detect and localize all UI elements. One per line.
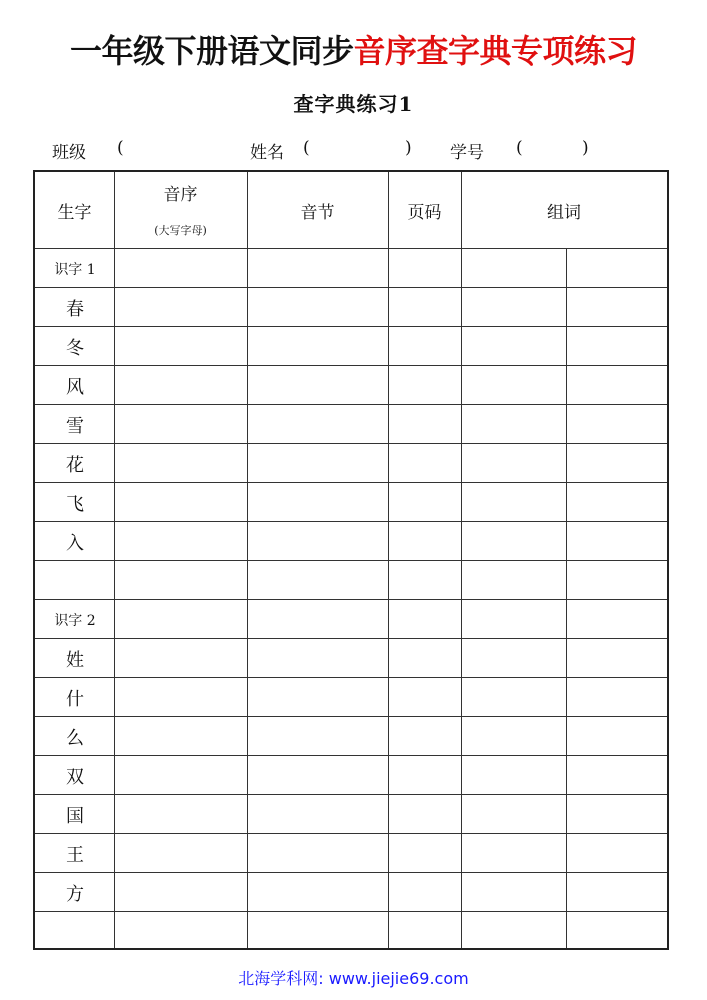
page-cell[interactable] <box>388 404 461 443</box>
char-label: 冬 <box>66 338 84 359</box>
header-order: 音序 <box>163 185 198 205</box>
order-cell[interactable] <box>114 404 247 443</box>
header-order-note: (大写字母) <box>154 224 207 237</box>
word-cell-2[interactable] <box>566 521 667 560</box>
word-cell-2[interactable] <box>566 404 667 443</box>
page-cell[interactable] <box>388 599 461 638</box>
name-paren-close: ) <box>405 138 412 158</box>
page-cell[interactable] <box>388 833 461 872</box>
page-cell[interactable] <box>388 677 461 716</box>
page-cell[interactable] <box>388 794 461 833</box>
order-cell[interactable] <box>114 326 247 365</box>
word-cell-2[interactable] <box>566 287 667 326</box>
page-cell[interactable] <box>388 287 461 326</box>
order-cell[interactable] <box>114 599 247 638</box>
word-cell-2[interactable] <box>566 443 667 482</box>
sub-title: 查字典练习1 <box>293 92 414 116</box>
syllable-cell[interactable] <box>247 716 388 755</box>
word-cell-2[interactable] <box>566 599 667 638</box>
syllable-cell[interactable] <box>247 560 388 599</box>
header-syllable: 音节 <box>300 203 335 223</box>
word-cell-2[interactable] <box>566 716 667 755</box>
char-label: 方 <box>66 884 84 905</box>
word-cell-1[interactable] <box>461 755 566 794</box>
word-cell-1[interactable] <box>461 833 566 872</box>
word-cell-2[interactable] <box>566 833 667 872</box>
char-label: 双 <box>66 767 84 788</box>
order-cell[interactable] <box>114 443 247 482</box>
syllable-cell[interactable] <box>247 911 388 950</box>
page-cell[interactable] <box>388 326 461 365</box>
word-cell-1[interactable] <box>461 443 566 482</box>
order-cell[interactable] <box>114 521 247 560</box>
word-cell-2[interactable] <box>566 248 667 287</box>
order-cell[interactable] <box>114 716 247 755</box>
class-paren-open: ( <box>117 138 124 158</box>
syllable-cell[interactable] <box>247 638 388 677</box>
section-label: 识字 2 <box>54 613 96 629</box>
name-field[interactable] <box>315 138 400 160</box>
char-label: 入 <box>66 533 84 554</box>
order-cell[interactable] <box>114 911 247 950</box>
word-cell-2[interactable] <box>566 794 667 833</box>
word-cell-1[interactable] <box>461 716 566 755</box>
dictionary-practice-table <box>33 170 669 950</box>
char-label: 雪 <box>66 416 84 437</box>
class-label: 班级 <box>52 143 86 163</box>
word-cell-1[interactable] <box>461 638 566 677</box>
word-cell-2[interactable] <box>566 677 667 716</box>
word-cell-1[interactable] <box>461 326 566 365</box>
page-cell[interactable] <box>388 443 461 482</box>
char-label: 风 <box>66 377 84 398</box>
id-label: 学号 <box>450 143 484 163</box>
order-cell[interactable] <box>114 560 247 599</box>
char-label: 姓 <box>66 650 84 671</box>
word-cell-1[interactable] <box>461 677 566 716</box>
id-paren-open: ( <box>516 138 523 158</box>
syllable-cell[interactable] <box>247 599 388 638</box>
page-cell[interactable] <box>388 248 461 287</box>
syllable-cell[interactable] <box>247 287 388 326</box>
word-cell-1[interactable] <box>461 287 566 326</box>
header-char: 生字 <box>57 203 92 223</box>
word-cell-1[interactable] <box>461 365 566 404</box>
order-cell[interactable] <box>114 248 247 287</box>
word-cell-2[interactable] <box>566 482 667 521</box>
header-page: 页码 <box>407 203 442 223</box>
char-label: 花 <box>66 455 84 476</box>
word-cell-1[interactable] <box>461 404 566 443</box>
syllable-cell[interactable] <box>247 365 388 404</box>
order-cell[interactable] <box>114 833 247 872</box>
page-cell[interactable] <box>388 872 461 911</box>
syllable-cell[interactable] <box>247 872 388 911</box>
page-cell[interactable] <box>388 365 461 404</box>
syllable-cell[interactable] <box>247 482 388 521</box>
word-cell-2[interactable] <box>566 560 667 599</box>
word-cell-2[interactable] <box>566 872 667 911</box>
word-cell-2[interactable] <box>566 326 667 365</box>
word-cell-2[interactable] <box>566 911 667 950</box>
page-cell[interactable] <box>388 521 461 560</box>
word-cell-1[interactable] <box>461 521 566 560</box>
main-title <box>0 26 707 72</box>
order-cell[interactable] <box>114 365 247 404</box>
page-cell[interactable] <box>388 482 461 521</box>
syllable-cell[interactable] <box>247 755 388 794</box>
page-cell[interactable] <box>388 911 461 950</box>
syllable-cell[interactable] <box>247 443 388 482</box>
word-cell-1[interactable] <box>461 599 566 638</box>
name-paren-open: ( <box>303 138 310 158</box>
char-label: 什 <box>66 689 84 710</box>
char-label: 王 <box>66 845 84 866</box>
word-cell-1[interactable] <box>461 560 566 599</box>
section-label: 识字 1 <box>54 262 96 278</box>
word-cell-2[interactable] <box>566 755 667 794</box>
page-cell[interactable] <box>388 638 461 677</box>
id-field[interactable] <box>528 138 578 160</box>
order-cell[interactable] <box>114 794 247 833</box>
main-title-part2: 音序查字典专项练习 <box>353 32 638 70</box>
id-paren-close: ) <box>582 138 589 158</box>
order-cell[interactable] <box>114 755 247 794</box>
main-title-part1: 一年级下册语文同步 <box>69 32 354 70</box>
char-label: 飞 <box>66 494 84 515</box>
student-info-line <box>0 138 707 164</box>
word-cell-1[interactable] <box>461 872 566 911</box>
word-cell-1[interactable] <box>461 911 566 950</box>
order-cell[interactable] <box>114 482 247 521</box>
syllable-cell[interactable] <box>247 521 388 560</box>
page-cell[interactable] <box>388 716 461 755</box>
order-cell[interactable] <box>114 287 247 326</box>
syllable-cell[interactable] <box>247 677 388 716</box>
word-cell-1[interactable] <box>461 248 566 287</box>
syllable-cell[interactable] <box>247 248 388 287</box>
class-field[interactable] <box>128 138 238 160</box>
name-label: 姓名 <box>250 143 284 163</box>
header-words: 组词 <box>547 203 581 223</box>
order-cell[interactable] <box>114 638 247 677</box>
syllable-cell[interactable] <box>247 326 388 365</box>
page-cell[interactable] <box>388 755 461 794</box>
char-label: 春 <box>66 299 84 320</box>
footer-watermark: 北海学科网: www.jiejie69.com <box>238 969 469 988</box>
page-cell[interactable] <box>388 560 461 599</box>
order-cell[interactable] <box>114 677 247 716</box>
word-cell-1[interactable] <box>461 482 566 521</box>
syllable-cell[interactable] <box>247 404 388 443</box>
syllable-cell[interactable] <box>247 794 388 833</box>
order-cell[interactable] <box>114 872 247 911</box>
word-cell-2[interactable] <box>566 365 667 404</box>
char-label: 么 <box>66 728 84 749</box>
syllable-cell[interactable] <box>247 833 388 872</box>
char-label: 国 <box>66 806 84 827</box>
word-cell-2[interactable] <box>566 638 667 677</box>
word-cell-1[interactable] <box>461 794 566 833</box>
